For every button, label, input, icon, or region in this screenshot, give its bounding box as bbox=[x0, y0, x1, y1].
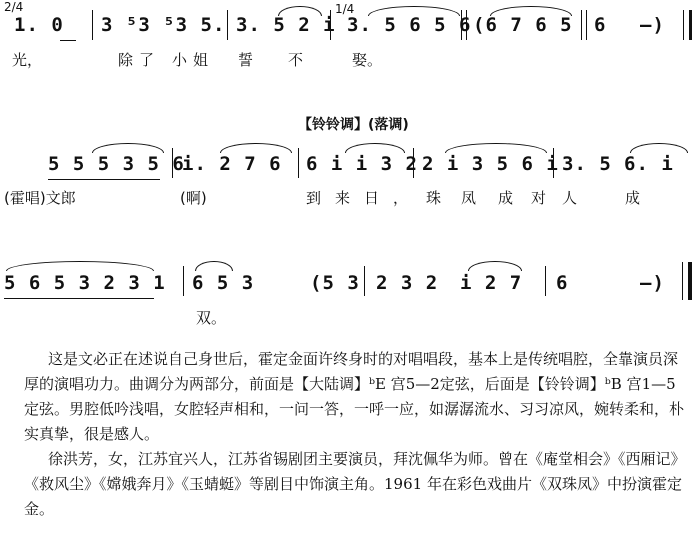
notation-segment: (6 7 6 5 bbox=[473, 14, 573, 36]
bar-line bbox=[545, 266, 546, 296]
slur bbox=[368, 6, 460, 16]
meter-mark: 2/4 bbox=[4, 0, 24, 14]
description-paragraph: 这是文必正在述说自己身世后，霍定金面许终身时的对唱唱段，基本上是传统唱腔，全靠演员深厚的演唱功力。曲调分为两部分，前面是【大陆调】ᵇE 宫5—2定弦，后面是【铃铃调】ᵇB 宫1—5定弦。男腔低吟浅唱，女腔轻声相和，一问一答，一呼一应，如潺潺流水、习习凉风，婉转柔和，朴实真挚，很是感人。 bbox=[24, 350, 685, 443]
bar-line bbox=[553, 148, 554, 178]
notation-segment: 3. 5 2 i bbox=[236, 14, 336, 36]
bar-line bbox=[172, 148, 173, 178]
underline bbox=[48, 179, 160, 180]
slur bbox=[468, 261, 522, 271]
bar-line bbox=[330, 10, 331, 40]
lyric: 娶。 bbox=[352, 51, 383, 69]
bar-line bbox=[227, 10, 228, 40]
section-title: 【铃铃调】(落调) bbox=[298, 117, 409, 133]
notation-segment: (5 3 bbox=[310, 272, 360, 294]
lyric: 不 bbox=[288, 51, 304, 69]
notation-segment: —) bbox=[640, 14, 665, 36]
end-bar-line bbox=[689, 10, 692, 40]
bar-line bbox=[183, 266, 184, 296]
lyric: 光， bbox=[12, 51, 43, 69]
notation-segment: 6 bbox=[594, 14, 607, 36]
bar-line bbox=[461, 10, 462, 40]
underline bbox=[4, 298, 154, 299]
slur bbox=[490, 6, 572, 16]
lyric: 珠凤 bbox=[426, 189, 497, 207]
meter-mark: 1/4 bbox=[335, 2, 355, 16]
lyric: 双。 bbox=[196, 309, 227, 327]
notation-segment: 1. 0 bbox=[14, 14, 64, 36]
slur bbox=[345, 143, 405, 153]
notation-segment: 6 5 3 bbox=[192, 272, 255, 294]
notation-segment: 6 i i 3 2 bbox=[306, 153, 418, 175]
slur bbox=[6, 261, 154, 271]
bar-line bbox=[586, 10, 587, 40]
end-bar-line bbox=[688, 262, 692, 300]
notation-segment: 2 i 3 5 6 i bbox=[422, 153, 559, 175]
notation-segment: 6. i bbox=[624, 153, 674, 175]
bar-line bbox=[466, 10, 467, 40]
bar-line bbox=[581, 10, 582, 40]
notation-segment: 2 3 2 bbox=[376, 272, 439, 294]
lyric: 除了 bbox=[118, 51, 161, 69]
bar-line bbox=[683, 10, 684, 40]
slur bbox=[220, 143, 292, 153]
notation-segment: 6 bbox=[556, 272, 569, 294]
slur bbox=[445, 143, 547, 153]
notation-segment: i. 2 7 6 bbox=[182, 153, 282, 175]
lyric: 到来日， bbox=[306, 189, 423, 207]
notation-segment: 5 6 5 3 2 3 1 bbox=[4, 272, 166, 294]
bar-line bbox=[364, 266, 365, 296]
lyric: 小姐 bbox=[172, 51, 215, 69]
bar-line bbox=[298, 148, 299, 178]
bar-line bbox=[92, 10, 93, 40]
slur bbox=[278, 6, 322, 16]
notation-segment: 3. 5 6 5 6 bbox=[347, 14, 472, 36]
lyric: (啊) bbox=[180, 189, 207, 207]
biography-paragraph: 徐洪芳，女，江苏宜兴人，江苏省锡剧团主要演员，拜沈佩华为师。曾在《庵堂相会》《西厢记》《救风尘》《嫦娥奔月》《玉蜻蜓》等剧目中饰演主角。1961 年在彩色戏曲片《双珠凤》中扮演霍定金。 bbox=[24, 450, 682, 518]
lyric: (霍唱)文郎 bbox=[4, 189, 76, 207]
slur bbox=[92, 143, 164, 153]
slur bbox=[195, 261, 233, 271]
notation-segment: 3 ⁵3 ⁵3 5. bbox=[101, 14, 226, 36]
notation-segment: i 2 7 bbox=[460, 272, 523, 294]
lyric: 成对 bbox=[498, 189, 565, 207]
bar-line bbox=[682, 262, 683, 300]
notation-segment: 5 5 5 3 5 6 bbox=[48, 153, 185, 175]
lyric: 成 bbox=[625, 189, 641, 207]
lyric: 人 bbox=[562, 189, 578, 207]
bar-line bbox=[413, 148, 414, 178]
lyric: 誓 bbox=[238, 51, 254, 69]
underline bbox=[60, 40, 76, 41]
notation-segment: —) bbox=[640, 272, 665, 294]
slur bbox=[630, 143, 688, 153]
notation-segment: 3. 5 bbox=[562, 153, 612, 175]
